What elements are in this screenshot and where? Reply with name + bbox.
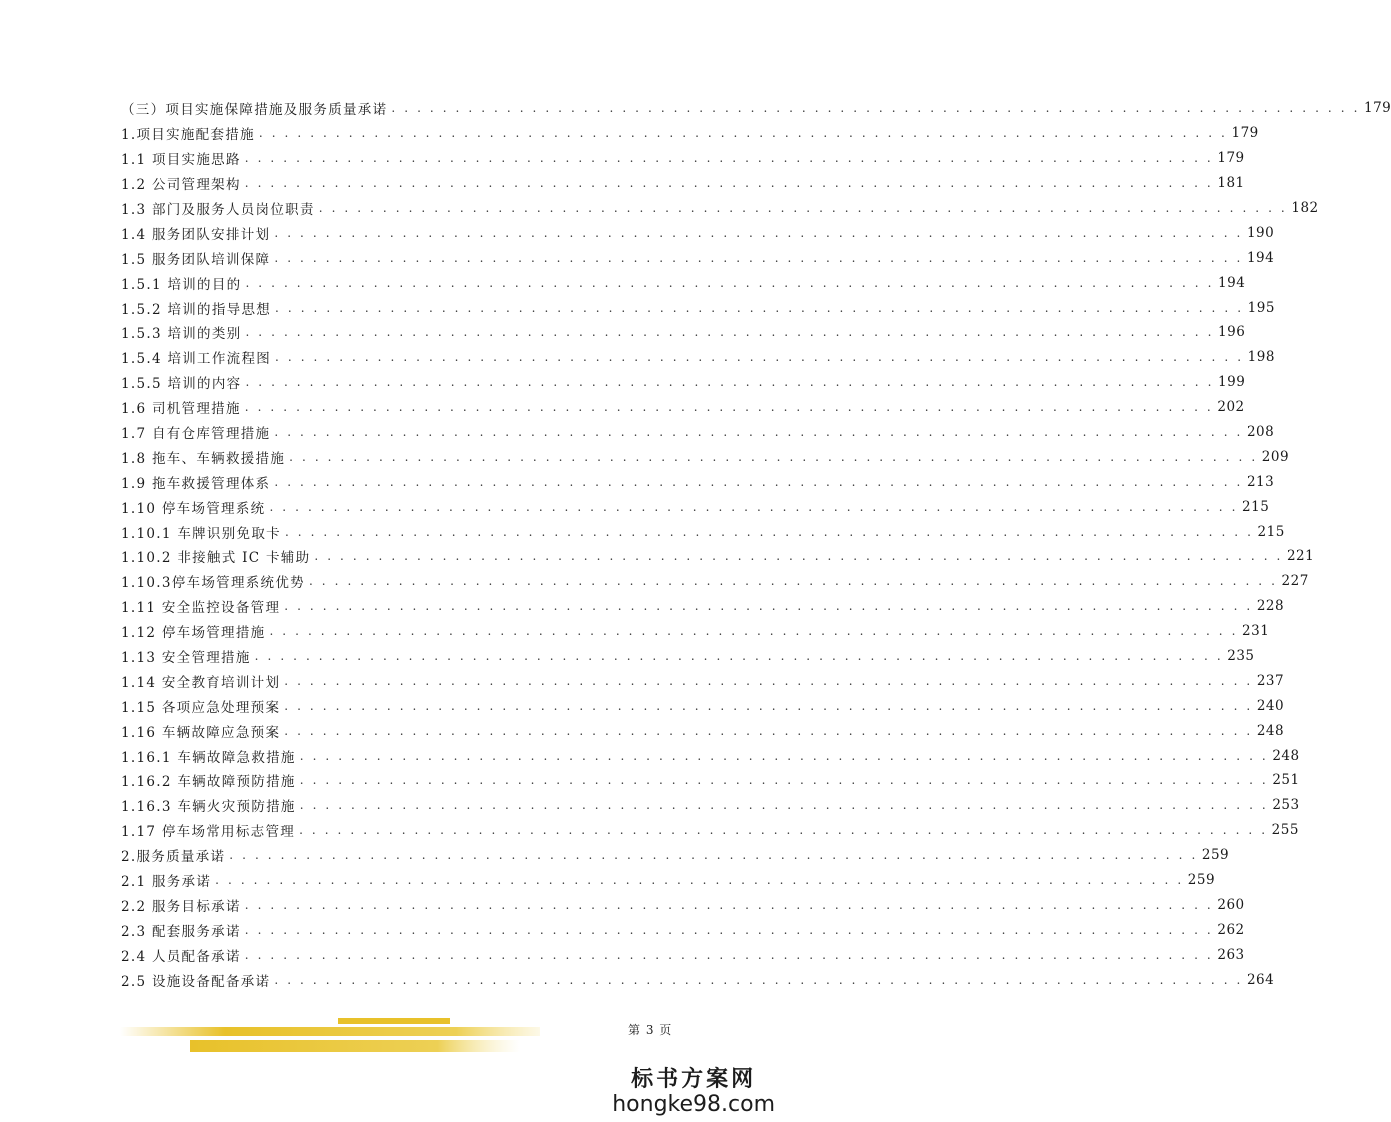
- toc-list: [121, 96, 1391, 992]
- toc-entry[interactable]: [121, 619, 1270, 644]
- toc-entry[interactable]: [121, 569, 1309, 594]
- toc-entry-page: 213: [1246, 473, 1275, 490]
- toc-entry[interactable]: [121, 494, 1270, 519]
- toc-entry[interactable]: [121, 768, 1300, 793]
- page-number: 第 3 页: [628, 1023, 673, 1037]
- toc-leader-dots: . . . . . . . . . . . . . . . . . . . . . . . . . . . . . . . . . . . . . . . . . . . . . . . . . . . . . . . . . . . . . . . . . . . . . . . . . . . .: [245, 325, 1215, 340]
- toc-entry-title: 1.5.1 培训的目的: [121, 276, 242, 293]
- toc-entry-title: 1.10.2 非接触式 IC 卡辅助: [121, 550, 311, 567]
- toc-entry-title: 1.5.2 培训的指导思想: [121, 301, 272, 318]
- toc-leader-dots: . . . . . . . . . . . . . . . . . . . . . . . . . . . . . . . . . . . . . . . . . . . . . . . . . . . . . . . . . . . . . . . . . . . . . . . . . . . .: [269, 499, 1239, 514]
- toc-entry[interactable]: [121, 146, 1245, 171]
- toc-leader-dots: . . . . . . . . . . . . . . . . . . . . . . . . . . . . . . . . . . . . . . . . . . . . . . . . . . . . . . . . . . . . . . . . . . . . . . . . . . . .: [245, 275, 1215, 290]
- toc-entry[interactable]: [121, 818, 1299, 843]
- toc-entry-title: 1.11 安全监控设备管理: [121, 600, 281, 617]
- toc-leader-dots: . . . . . . . . . . . . . . . . . . . . . . . . . . . . . . . . . . . . . . . . . . . . . . . . . . . . . . . . . . . . . . . . . . . . . . . . . . . .: [229, 848, 1198, 863]
- toc-entry-page: 259: [1187, 872, 1216, 889]
- toc-leader-dots: . . . . . . . . . . . . . . . . . . . . . . . . . . . . . . . . . . . . . . . . . . . . . . . . . . . . . . . . . . . . . . . . . . . . . . . . . . . .: [284, 698, 1253, 713]
- toc-entry[interactable]: [121, 668, 1285, 693]
- toc-entry-title: 1.5.5 培训的内容: [121, 376, 242, 393]
- toc-entry-title: 1.16.3 车辆火灾预防措施: [121, 799, 296, 816]
- toc-entry[interactable]: [121, 345, 1275, 370]
- toc-leader-dots: . . . . . . . . . . . . . . . . . . . . . . . . . . . . . . . . . . . . . . . . . . . . . . . . . . . . . . . . . . . . . . . . . . . . . . . . . . . .: [299, 748, 1269, 763]
- toc-entry-title: 1.5 服务团队培训保障: [121, 251, 271, 268]
- toc-leader-dots: . . . . . . . . . . . . . . . . . . . . . . . . . . . . . . . . . . . . . . . . . . . . . . . . . . . . . . . . . . . . . . . . . . . . . . . . . . . .: [244, 922, 1214, 937]
- toc-entry-title: 1.16.2 车辆故障预防措施: [121, 774, 296, 791]
- toc-leader-dots: . . . . . . . . . . . . . . . . . . . . . . . . . . . . . . . . . . . . . . . . . . . . . . . . . . . . . . . . . . . . . . . . . . . . . . . . . . . .: [274, 250, 1243, 265]
- toc-entry-title: 1.6 司机管理措施: [121, 401, 241, 418]
- toc-leader-dots: . . . . . . . . . . . . . . . . . . . . . . . . . . . . . . . . . . . . . . . . . . . . . . . . . . . . . . . . . . . . . . . . . . . . . . . . . . . .: [274, 474, 1243, 489]
- toc-entry[interactable]: [121, 220, 1275, 245]
- toc-entry[interactable]: [121, 121, 1259, 146]
- toc-entry[interactable]: [121, 718, 1285, 743]
- toc-leader-dots: . . . . . . . . . . . . . . . . . . . . . . . . . . . . . . . . . . . . . . . . . . . . . . . . . . . . . . . . . . . . . . . . . . . . . . . . . . . .: [284, 599, 1253, 614]
- toc-entry-page: 179: [1217, 150, 1245, 167]
- toc-leader-dots: . . . . . . . . . . . . . . . . . . . . . . . . . . . . . . . . . . . . . . . . . . . . . . . . . . . . . . . . . . . . . . . . . . . . . . . . . . . .: [299, 798, 1269, 813]
- toc-entry-title: 1.项目实施配套措施: [121, 127, 255, 144]
- toc-entry-title: 1.9 拖车救援管理体系: [121, 475, 271, 492]
- toc-entry-title: （三）项目实施保障措施及服务质量承诺: [121, 102, 388, 119]
- toc-entry-title: 1.10 停车场管理系统: [121, 500, 266, 517]
- toc-entry[interactable]: [121, 519, 1285, 544]
- toc-entry-title: 1.16 车辆故障应急预案: [121, 724, 281, 741]
- toc-entry-page: 195: [1247, 299, 1275, 316]
- toc-leader-dots: . . . . . . . . . . . . . . . . . . . . . . . . . . . . . . . . . . . . . . . . . . . . . . . . . . . . . . . . . . . . . . . . . . . . . . . . . . . .: [275, 300, 1244, 315]
- toc-entry-title: 1.5.4 培训工作流程图: [121, 351, 272, 368]
- toc-entry-title: 1.1 项目实施思路: [121, 152, 241, 169]
- toc-entry-page: 198: [1247, 349, 1275, 366]
- toc-entry-title: 2.4 人员配备承诺: [121, 948, 241, 965]
- toc-leader-dots: . . . . . . . . . . . . . . . . . . . . . . . . . . . . . . . . . . . . . . . . . . . . . . . . . . . . . . . . . . . . . . . . . . . . . . . . . . . .: [274, 225, 1243, 240]
- toc-leader-dots: . . . . . . . . . . . . . . . . . . . . . . . . . . . . . . . . . . . . . . . . . . . . . . . . . . . . . . . . . . . . . . . . . . . . . . . . . . . .: [244, 897, 1214, 912]
- toc-leader-dots: . . . . . . . . . . . . . . . . . . . . . . . . . . . . . . . . . . . . . . . . . . . . . . . . . . . . . . . . . . . . . . . . . . . . . . . . . . . .: [391, 101, 1360, 116]
- toc-leader-dots: . . . . . . . . . . . . . . . . . . . . . . . . . . . . . . . . . . . . . . . . . . . . . . . . . . . . . . . . . . . . . . . . . . . . . . . . . . . .: [215, 873, 1184, 888]
- toc-entry-page: 255: [1271, 822, 1299, 839]
- toc-entry[interactable]: [121, 793, 1300, 818]
- toc-entry-title: 2.5 设施设备配备承诺: [121, 973, 271, 990]
- toc-entry-page: 248: [1256, 722, 1285, 739]
- toc-entry-page: 179: [1231, 125, 1259, 142]
- toc-entry-title: 1.7 自有仓库管理措施: [121, 426, 271, 443]
- toc-entry[interactable]: [121, 420, 1275, 445]
- toc-leader-dots: . . . . . . . . . . . . . . . . . . . . . . . . . . . . . . . . . . . . . . . . . . . . . . . . . . . . . . . . . . . . . . . . . . . . . . . . . . . .: [258, 126, 1228, 141]
- toc-leader-dots: . . . . . . . . . . . . . . . . . . . . . . . . . . . . . . . . . . . . . . . . . . . . . . . . . . . . . . . . . . . . . . . . . . . . . . . . . . . .: [269, 624, 1239, 639]
- toc-entry[interactable]: [121, 743, 1300, 768]
- toc-leader-dots: . . . . . . . . . . . . . . . . . . . . . . . . . . . . . . . . . . . . . . . . . . . . . . . . . . . . . . . . . . . . . . . . . . . . . . . . . . . .: [244, 400, 1214, 415]
- footer-bar-bottom: [190, 1040, 520, 1052]
- toc-entry[interactable]: [121, 320, 1246, 345]
- toc-entry[interactable]: [121, 868, 1216, 893]
- toc-leader-dots: . . . . . . . . . . . . . . . . . . . . . . . . . . . . . . . . . . . . . . . . . . . . . . . . . . . . . . . . . . . . . . . . . . . . . . . . . . . .: [289, 449, 1258, 464]
- toc-entry-title: 1.4 服务团队安排计划: [121, 226, 271, 243]
- toc-entry-title: 1.16.1 车辆故障急救措施: [121, 749, 296, 766]
- toc-leader-dots: . . . . . . . . . . . . . . . . . . . . . . . . . . . . . . . . . . . . . . . . . . . . . . . . . . . . . . . . . . . . . . . . . . . . . . . . . . . .: [299, 823, 1268, 838]
- toc-entry-title: 1.10.1 车牌识别免取卡: [121, 525, 281, 542]
- toc-entry-page: 248: [1272, 747, 1300, 764]
- toc-entry[interactable]: [121, 96, 1391, 121]
- toc-entry-page: 181: [1217, 175, 1245, 192]
- toc-leader-dots: . . . . . . . . . . . . . . . . . . . . . . . . . . . . . . . . . . . . . . . . . . . . . . . . . . . . . . . . . . . . . . . . . . . . . . . . . . . .: [284, 524, 1254, 539]
- toc-leader-dots: . . . . . . . . . . . . . . . . . . . . . . . . . . . . . . . . . . . . . . . . . . . . . . . . . . . . . . . . . . . . . . . . . . . . . . . . . . . .: [275, 350, 1244, 365]
- toc-entry-title: 1.12 停车场管理措施: [121, 625, 266, 642]
- toc-entry[interactable]: [121, 171, 1245, 196]
- toc-entry[interactable]: [121, 644, 1255, 669]
- toc-entry[interactable]: [121, 245, 1275, 270]
- watermark-url: hongke98.com: [612, 1092, 775, 1117]
- toc-entry-title: 2.1 服务承诺: [121, 874, 212, 891]
- toc-entry-page: 231: [1242, 623, 1270, 640]
- toc-entry[interactable]: [121, 370, 1246, 395]
- footer-bar-middle: [120, 1027, 540, 1036]
- watermark-name: 标书方案网: [631, 1067, 757, 1092]
- toc-entry[interactable]: [121, 469, 1275, 494]
- toc-entry[interactable]: [121, 967, 1275, 992]
- toc-entry-page: 190: [1246, 224, 1275, 241]
- toc-entry-page: 228: [1256, 598, 1285, 615]
- toc-entry-title: 2.3 配套服务承诺: [121, 923, 241, 940]
- toc-leader-dots: . . . . . . . . . . . . . . . . . . . . . . . . . . . . . . . . . . . . . . . . . . . . . . . . . . . . . . . . . . . . . . . . . . . . . . . . . . . .: [299, 773, 1269, 788]
- watermark-logo: [612, 1068, 775, 1118]
- toc-entry-page: 202: [1217, 399, 1245, 416]
- toc-entry-page: 208: [1246, 424, 1275, 441]
- toc-entry-page: 199: [1218, 374, 1246, 391]
- toc-entry-page: 221: [1286, 548, 1315, 565]
- toc-entry-page: 235: [1227, 648, 1255, 665]
- toc-entry[interactable]: [121, 594, 1285, 619]
- toc-entry[interactable]: [121, 693, 1285, 718]
- toc-leader-dots: . . . . . . . . . . . . . . . . . . . . . . . . . . . . . . . . . . . . . . . . . . . . . . . . . . . . . . . . . . . . . . . . . . . . . . . . . . . .: [244, 151, 1214, 166]
- toc-entry-title: 1.14 安全教育培训计划: [121, 674, 281, 691]
- toc-entry-page: 194: [1218, 274, 1246, 291]
- toc-entry-title: 1.3 部门及服务人员岗位职责: [121, 202, 315, 218]
- toc-entry-page: 253: [1272, 797, 1300, 814]
- toc-entry-page: 251: [1272, 772, 1300, 789]
- toc-entry[interactable]: [121, 917, 1245, 942]
- footer-bar-top: [338, 1018, 450, 1024]
- toc-leader-dots: . . . . . . . . . . . . . . . . . . . . . . . . . . . . . . . . . . . . . . . . . . . . . . . . . . . . . . . . . . . . . . . . . . . . . . . . . . . .: [244, 947, 1214, 962]
- toc-entry-page: 215: [1242, 498, 1270, 515]
- toc-leader-dots: . . . . . . . . . . . . . . . . . . . . . . . . . . . . . . . . . . . . . . . . . . . . . . . . . . . . . . . . . . . . . . . . . . . . . . . . . . . .: [318, 201, 1288, 215]
- toc-entry-title: 1.2 公司管理架构: [121, 177, 241, 194]
- toc-entry[interactable]: [121, 544, 1315, 569]
- toc-leader-dots: . . . . . . . . . . . . . . . . . . . . . . . . . . . . . . . . . . . . . . . . . . . . . . . . . . . . . . . . . . . . . . . . . . . . . . . . . . . .: [274, 425, 1243, 440]
- toc-entry-page: 259: [1201, 847, 1230, 864]
- toc-entry[interactable]: [121, 942, 1245, 967]
- toc-entry-page: 182: [1291, 200, 1319, 216]
- toc-entry-page: 179: [1364, 100, 1391, 117]
- toc-entry-title: 1.13 安全管理措施: [121, 650, 251, 667]
- toc-entry-page: 194: [1246, 249, 1275, 266]
- toc-entry[interactable]: [121, 295, 1275, 320]
- toc-leader-dots: . . . . . . . . . . . . . . . . . . . . . . . . . . . . . . . . . . . . . . . . . . . . . . . . . . . . . . . . . . . . . . . . . . . . . . . . . . . .: [254, 649, 1224, 664]
- toc-entry-page: 262: [1217, 921, 1245, 938]
- toc-entry-title: 1.10.3停车场管理系统优势: [121, 575, 305, 592]
- toc-entry-page: 260: [1217, 896, 1245, 913]
- toc-leader-dots: . . . . . . . . . . . . . . . . . . . . . . . . . . . . . . . . . . . . . . . . . . . . . . . . . . . . . . . . . . . . . . . . . . . . . . . . . . . .: [274, 972, 1243, 987]
- toc-entry-page: 263: [1217, 946, 1245, 963]
- toc-entry-page: 264: [1246, 971, 1275, 988]
- toc-entry[interactable]: [121, 843, 1230, 868]
- toc-entry-page: 209: [1261, 448, 1290, 465]
- toc-entry-page: 227: [1281, 573, 1309, 590]
- table-of-contents: [121, 96, 1391, 992]
- toc-leader-dots: . . . . . . . . . . . . . . . . . . . . . . . . . . . . . . . . . . . . . . . . . . . . . . . . . . . . . . . . . . . . . . . . . . . . . . . . . . . .: [308, 574, 1278, 589]
- toc-leader-dots: . . . . . . . . . . . . . . . . . . . . . . . . . . . . . . . . . . . . . . . . . . . . . . . . . . . . . . . . . . . . . . . . . . . . . . . . . . . .: [284, 723, 1253, 738]
- toc-entry[interactable]: [121, 444, 1290, 469]
- toc-leader-dots: . . . . . . . . . . . . . . . . . . . . . . . . . . . . . . . . . . . . . . . . . . . . . . . . . . . . . . . . . . . . . . . . . . . . . . . . . . . .: [245, 375, 1215, 390]
- toc-entry[interactable]: [121, 395, 1245, 420]
- toc-entry[interactable]: [121, 893, 1245, 918]
- toc-entry-page: 196: [1218, 324, 1246, 341]
- toc-entry-title: 2.服务质量承诺: [121, 849, 226, 866]
- toc-entry-title: 1.5.3 培训的类别: [121, 326, 242, 343]
- toc-leader-dots: . . . . . . . . . . . . . . . . . . . . . . . . . . . . . . . . . . . . . . . . . . . . . . . . . . . . . . . . . . . . . . . . . . . . . . . . . . . .: [314, 549, 1283, 564]
- toc-entry-title: 1.8 拖车、车辆救援措施: [121, 450, 286, 467]
- toc-entry-page: 215: [1257, 523, 1285, 540]
- toc-entry-title: 1.17 停车场常用标志管理: [121, 824, 296, 841]
- toc-entry-page: 240: [1256, 697, 1285, 714]
- toc-entry[interactable]: [121, 196, 1319, 221]
- toc-leader-dots: . . . . . . . . . . . . . . . . . . . . . . . . . . . . . . . . . . . . . . . . . . . . . . . . . . . . . . . . . . . . . . . . . . . . . . . . . . . .: [244, 176, 1214, 191]
- toc-entry[interactable]: [121, 270, 1246, 295]
- toc-entry-title: 1.15 各项应急处理预案: [121, 699, 281, 716]
- toc-entry-page: 237: [1256, 672, 1285, 689]
- toc-leader-dots: . . . . . . . . . . . . . . . . . . . . . . . . . . . . . . . . . . . . . . . . . . . . . . . . . . . . . . . . . . . . . . . . . . . . . . . . . . . .: [284, 673, 1253, 688]
- toc-entry-title: 2.2 服务目标承诺: [121, 898, 241, 915]
